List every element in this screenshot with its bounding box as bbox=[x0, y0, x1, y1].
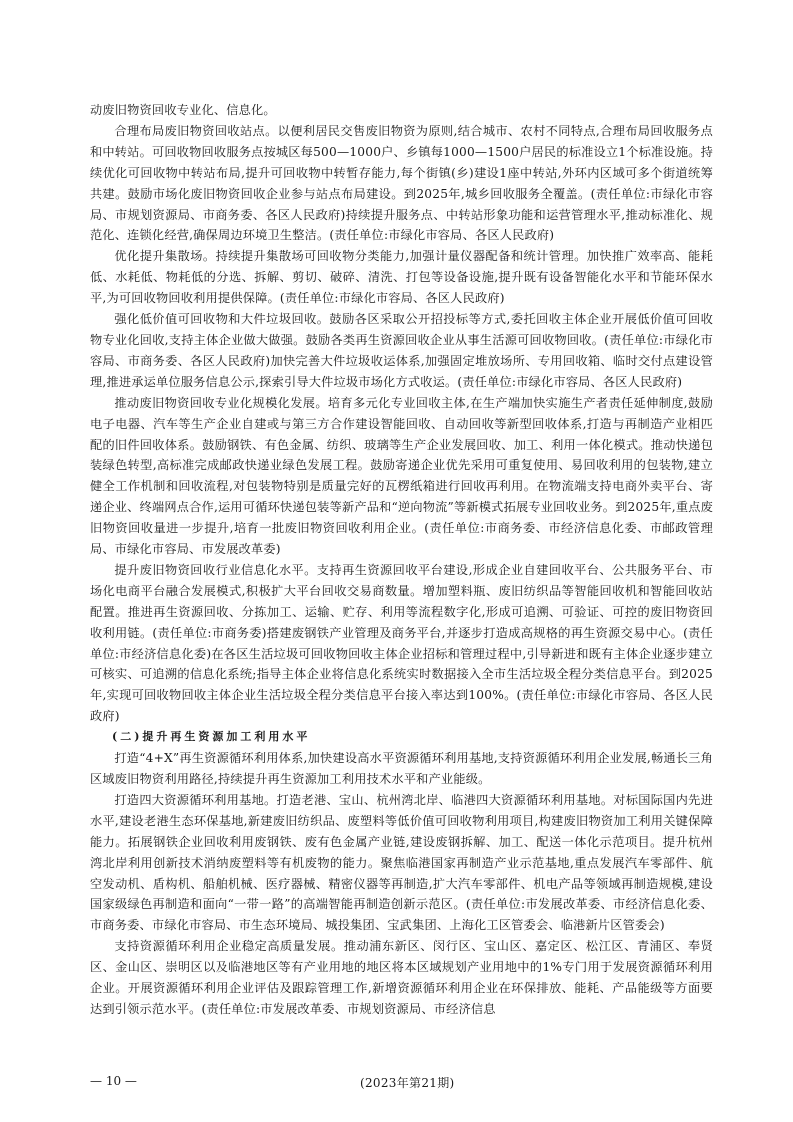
paragraph-distribution-sites: 优化提升集散场。持续提升集散场可回收物分类能力,加强计量仪器配备和统计管理。加快推广效率高、能耗低、水耗低、物耗低的分选、拆解、剪切、破碎、清洗、打包等设备设施,提升既有设备智能化水平和节能环保水平,为可回收物回收利用提供保障。(责任单位:市绿化市容局、各区人民政府) bbox=[90, 249, 713, 306]
paragraph-low-value-recycling: 强化低价值可回收物和大件垃圾回收。鼓励各区采取公开招投标等方式,委托回收主体企业开展低价值可回收物专业化回收,支持主体企业做大做强。鼓励各类再生资源回收企业从事生活源可回收物回收。(责任单位:市绿化市容局、市商务委、各区人民政府)加快完善大件垃圾收运体系,加强固定堆放场所、专用回收箱、临时交付点建设管理,推进承运单位服务信息公示,探索引导大件垃圾市场化方式收运。(责任单位:市绿化市容局、各区人民政府) bbox=[90, 312, 713, 389]
paragraph-informatization: 提升废旧物资回收行业信息化水平。支持再生资源回收平台建设,形成企业自建回收平台、公共服务平台、市场化电商平台融合发展模式,积极扩大平台回收交易商数量。增加塑料瓶、废旧纺织品等智能回收机和智能回收站配置。推进再生资源回收、分拣加工、运输、贮存、利用等流程数字化,形成可追溯、可验证、可控的废旧物资回收利用链。(责任单位:市商务委)搭建废钢铁产业管理及商务平台,并逐步打造成高规格的再生资源交易中心。(责任单位:市经济信息化委)在各区生活垃圾可回收物回收主体企业招标和管理过程中,引导新进和既有主体企业逐步建立可核实、可追溯的信息化系统;指导主体企业将信息化系统实时数据接入全市生活垃圾全程分类信息平台。到2025年,实现可回收物回收主体企业生活垃圾全程分类信息平台接入率达到100%。(责任单位:市绿化市容局、各区人民政府) bbox=[90, 562, 713, 724]
paragraph-four-bases: 打造四大资源循环利用基地。打造老港、宝山、杭州湾北岸、临港四大资源循环利用基地。对标国际国内先进水平,建设老港生态环保基地,新建废旧纺织品、废塑料等低价值可回收物利用项目,构建废旧物资加工利用关键保障能力。拓展钢铁企业回收利用废钢铁、废有色金属产业链,建设废钢拆解、加工、配送一体化示范项目。提升杭州湾北岸利用创新技术消纳废塑料等有机废物的能力。聚焦临港国家再制造产业示范基地,重点发展汽车零部件、航空发动机、盾构机、船舶机械、医疗器械、精密仪器等再制造,扩大汽车零部件、机电产品等领域再制造规模,建设国家级绿色再制造和面向“一带一路”的高端智能再制造创新示范区。(责任单位:市发展改革委、市经济信息化委、市商务委、市绿化市容局、市生态环境局、城投集团、宝武集团、上海化工区管委会、临港新片区管委会) bbox=[90, 792, 713, 933]
page-footer bbox=[90, 1074, 713, 1094]
issue-label: (2023年第21期) bbox=[360, 1076, 455, 1090]
section-heading: (二)提升再生资源加工利用水平 bbox=[112, 730, 311, 744]
paragraph-continued: 动废旧物资回收专业化、信息化。 bbox=[90, 103, 276, 117]
paragraph-professional-recycling: 推动废旧物资回收专业化规模化发展。培育多元化专业回收主体,在生产端加快实施生产者责任延伸制度,鼓励电子电器、汽车等生产企业自建或与第三方合作建设智能回收、自动回收等新型回收体系,打造与再制造产业相匹配的旧件回收体系。鼓励钢铁、有色金属、纺织、玻璃等生产企业发展回收、加工、利用一体化模式。推动快递包装绿色转型,高标准完成邮政快递业绿色发展工程。鼓励寄递企业优先采用可重复使用、易回收利用的包装物,建立健全工作机制和回收流程,对包装物特别是质量完好的瓦楞纸箱进行回收再利用。在物流端支持电商外卖平台、寄递企业、终端网点合作,运用可循环快递包装等新产品和“逆向物流”等新模式拓展专业回收业务。到2025年,重点废旧物资回收量进一步提升,培育一批废旧物资回收利用企业。(责任单位:市商务委、市经济信息化委、市邮政管理局、市绿化市容局、市发展改革委) bbox=[90, 395, 713, 557]
document-body bbox=[90, 100, 713, 1020]
paragraph-enterprise-support: 支持资源循环利用企业稳定高质量发展。推动浦东新区、闵行区、宝山区、嘉定区、松江区、青浦区、奉贤区、金山区、崇明区以及临港地区等有产业用地的地区将本区域规划产业用地中的1%专门用于发展资源循环利用企业。开展资源循环利用企业评估及跟踪管理工作,新增资源循环利用企业在环保排放、能耗、产品能级等方面要达到引领示范水平。(责任单位:市发展改革委、市规划资源局、市经济信息 bbox=[90, 939, 713, 1016]
page-number: — 10 — bbox=[90, 1074, 137, 1088]
paragraph-4x-system: 打造“4+X”再生资源循环利用体系,加快建设高水平资源循环利用基地,支持资源循环利用企业发展,畅通长三角区域废旧物资利用路径,持续提升再生资源加工利用技术水平和产业能级。 bbox=[90, 751, 713, 786]
paragraph-recycling-stations: 合理布局废旧物资回收站点。以便利居民交售废旧物资为原则,结合城市、农村不同特点,合理布局回收服务点和中转站。可回收物回收服务点按城区每500—1000户、乡镇每1000—1500户居民的标准设立1个标准设施。持续优化可回收物中转站布局,提升可回收物中转暂存能力,每个街镇(乡)建设1座中转站,外环内区域可多个街道统筹共建。鼓励市场化废旧物资回收企业参与站点布局建设。到2025年,城乡回收服务全覆盖。(责任单位:市绿化市容局、市规划资源局、市商务委、各区人民政府)持续提升服务点、中转站形象功能和运营管理水平,推动标准化、规范化、连锁化经营,确保周边环境卫生整洁。(责任单位:市绿化市容局、各区人民政府) bbox=[90, 123, 713, 243]
